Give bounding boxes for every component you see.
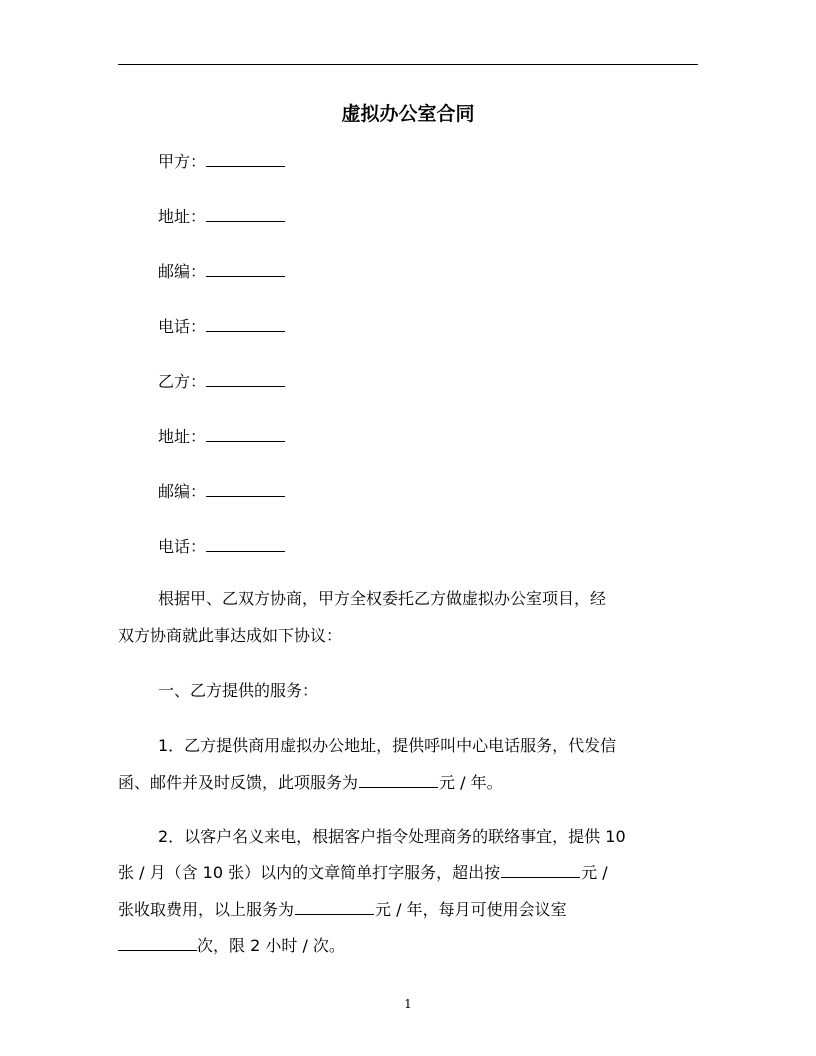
intro-line-2: 双方协商就此事达成如下协议：	[118, 626, 343, 645]
item-2-line-4-text: 次，限 2 小时 / 次。	[197, 936, 345, 955]
item-2-overage-fee-blank[interactable]	[501, 861, 580, 878]
item-2-service-fee-blank[interactable]	[295, 898, 374, 915]
party-a-phone-label: 电话：	[158, 317, 207, 336]
item-1-line-1: 1．乙方提供商用虚拟办公地址，提供呼叫中心电话服务，代发信	[158, 736, 617, 755]
party-a-postcode-field	[158, 260, 285, 283]
party-a-phone-field	[158, 315, 285, 338]
item-2-line-2-unit: 元 /	[581, 863, 608, 882]
item-2-line-2-text: 张 / 月（含 10 张）以内的文章简单打字服务，超出按	[118, 863, 501, 882]
intro-line-1: 根据甲、乙双方协商，甲方全权委托乙方做虚拟办公室项目，经	[158, 589, 607, 608]
party-a-postcode-label: 邮编：	[158, 262, 207, 281]
party-b-phone-label: 电话：	[158, 537, 207, 556]
item-2-line-2	[118, 861, 608, 884]
party-b-address-blank[interactable]	[206, 425, 285, 442]
party-a-postcode-blank[interactable]	[206, 260, 285, 277]
party-a-name-blank[interactable]	[206, 150, 285, 167]
party-b-name-blank[interactable]	[206, 370, 285, 387]
page-number: 1	[404, 997, 412, 1011]
party-b-name-field	[158, 370, 285, 393]
item-2-line-3	[118, 898, 567, 921]
item-2-line-3-unit: 元 / 年，每月可使用会议室	[375, 900, 567, 919]
party-a-phone-blank[interactable]	[206, 315, 285, 332]
party-b-postcode-blank[interactable]	[206, 480, 285, 497]
item-2-line-3-text: 张收取费用，以上服务为	[118, 900, 295, 919]
item-2-line-4	[118, 934, 345, 957]
item-2-meeting-count-blank[interactable]	[118, 934, 197, 951]
party-a-name-label: 甲方：	[158, 152, 207, 171]
item-2-line-1: 2．以客户名义来电，根据客户指令处理商务的联络事宜，提供 10	[158, 827, 626, 846]
item-1-line-2	[118, 771, 503, 794]
party-b-address-label: 地址：	[158, 427, 207, 446]
party-b-name-label: 乙方：	[158, 372, 207, 391]
item-1-text-after-blank: 元 / 年。	[439, 773, 503, 792]
section-1-heading: 一、乙方提供的服务：	[158, 681, 319, 700]
party-b-phone-field	[158, 535, 285, 558]
party-a-address-label: 地址：	[158, 207, 207, 226]
party-b-postcode-field	[158, 480, 285, 503]
item-1-fee-blank[interactable]	[359, 771, 438, 788]
document-title: 虚拟办公室合同	[341, 103, 475, 125]
party-b-postcode-label: 邮编：	[158, 482, 207, 501]
party-a-address-blank[interactable]	[206, 205, 285, 222]
party-b-address-field	[158, 425, 285, 448]
header-rule	[118, 64, 698, 65]
party-a-address-field	[158, 205, 285, 228]
item-1-text-before-blank: 函、邮件并及时反馈，此项服务为	[118, 773, 359, 792]
party-a-name-field	[158, 150, 285, 173]
party-b-phone-blank[interactable]	[206, 535, 285, 552]
